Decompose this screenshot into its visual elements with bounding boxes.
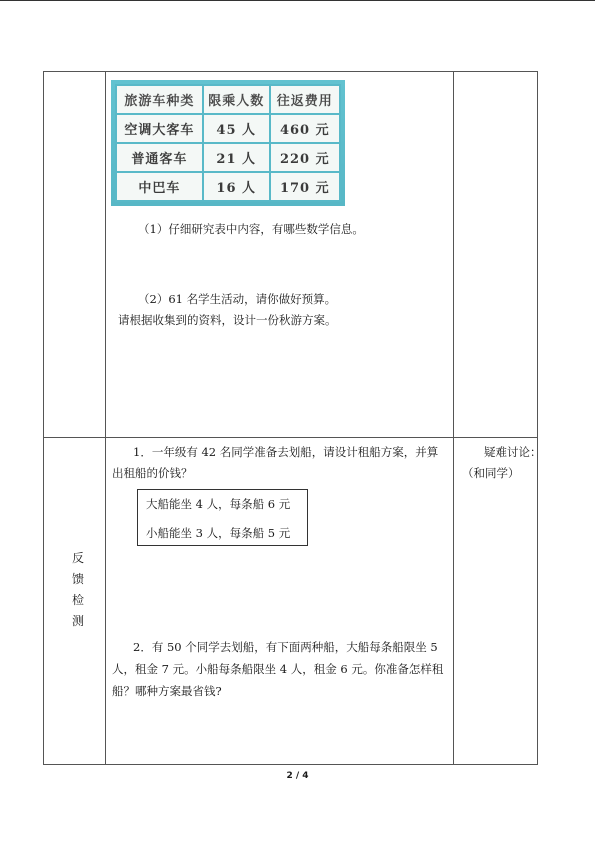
label-char: 反 bbox=[71, 551, 84, 565]
problem-1-line-2: 出租船的价钱？ bbox=[112, 466, 193, 480]
fare: 460 元 bbox=[270, 114, 340, 143]
table-row bbox=[116, 143, 340, 172]
fare-table-header bbox=[116, 85, 340, 114]
discussion-heading: 疑难讨论： bbox=[484, 445, 542, 459]
problem-2-line-3: 船？哪种方案最省钱? bbox=[112, 684, 222, 698]
table-row bbox=[116, 114, 340, 143]
discussion-note: （和同学） bbox=[462, 466, 520, 480]
column-divider-left bbox=[105, 72, 106, 764]
boat-info-box bbox=[137, 489, 308, 546]
page-number: 2 / 4 bbox=[286, 771, 309, 781]
fare: 170 元 bbox=[270, 172, 340, 201]
vehicle-type: 普通客车 bbox=[116, 143, 203, 172]
vehicle-type: 空调大客车 bbox=[116, 114, 203, 143]
capacity: 21 人 bbox=[203, 143, 270, 172]
fare-table-image bbox=[111, 80, 345, 206]
vehicle-type: 中巴车 bbox=[116, 172, 203, 201]
label-char: 检 bbox=[71, 593, 84, 607]
section-label-feedback bbox=[68, 548, 88, 632]
fare-table bbox=[115, 84, 341, 202]
capacity: 45 人 bbox=[203, 114, 270, 143]
header-cell: 限乘人数 bbox=[203, 85, 270, 114]
question-1: （1）仔细研究表中内容，有哪些数学信息。 bbox=[138, 222, 364, 236]
problem-2-line-1: 2．有 50 个同学去划船，有下面两种船，大船每条船限坐 5 bbox=[133, 640, 438, 654]
row-divider bbox=[44, 437, 537, 438]
header-rule bbox=[0, 0, 595, 1]
table-row bbox=[116, 172, 340, 201]
column-divider-right bbox=[453, 72, 454, 764]
big-boat-info: 大船能坐 4 人，每条船 6 元 bbox=[146, 497, 291, 511]
capacity: 16 人 bbox=[203, 172, 270, 201]
small-boat-info: 小船能坐 3 人，每条船 5 元 bbox=[146, 526, 291, 540]
problem-1-line-1: 1．一年级有 42 名同学准备去划船，请设计租船方案，并算 bbox=[133, 445, 439, 459]
header-cell: 往返费用 bbox=[270, 85, 340, 114]
header-cell: 旅游车种类 bbox=[116, 85, 203, 114]
problem-2-line-2: 人，租金 7 元。小船每条船限坐 4 人，租金 6 元。你准备怎样租 bbox=[112, 662, 444, 676]
question-2: （2）61 名学生活动，请你做好预算。 bbox=[138, 292, 337, 306]
label-char: 馈 bbox=[71, 572, 84, 586]
label-char: 测 bbox=[71, 614, 84, 628]
question-2-instruction: 请根据收集到的资料，设计一份秋游方案。 bbox=[118, 313, 337, 327]
fare: 220 元 bbox=[270, 143, 340, 172]
